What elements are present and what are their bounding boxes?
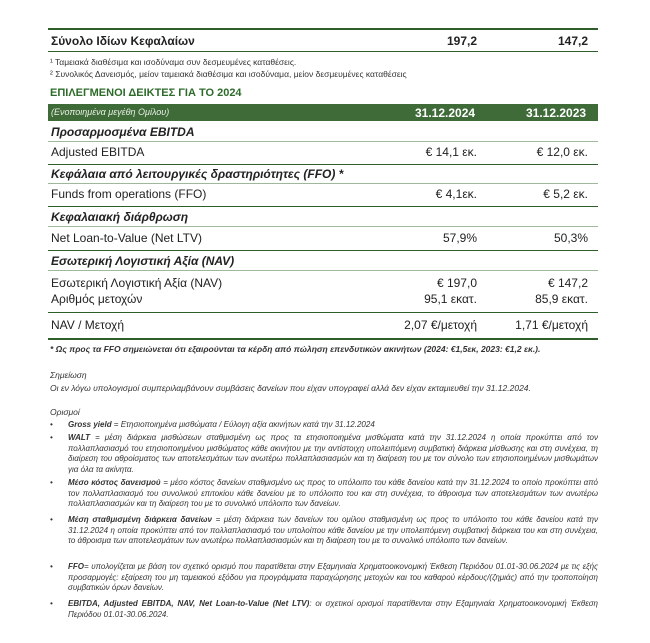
row-label: Adjusted EBITDA — [51, 145, 145, 159]
value-2024: 95,1 εκατ. — [424, 292, 477, 306]
value-2023: 50,3% — [553, 231, 588, 245]
row-adjusted-ebitda — [48, 145, 598, 161]
header-col-2023: 31.12.2023 — [526, 106, 587, 120]
definition-term: Μέση σταθμισμένη διάρκεια δανείων — [68, 515, 212, 524]
rule — [48, 270, 598, 271]
equity-row — [48, 34, 598, 50]
value-2023: 85,9 εκατ. — [535, 292, 588, 306]
row-label: Net Loan-to-Value (Net LTV) — [51, 231, 202, 245]
section-title-ebitda: Προσαρμοσμένα EBITDA — [51, 125, 195, 139]
table-header — [48, 104, 598, 121]
bullet-icon: • — [50, 433, 53, 442]
row-shares — [48, 292, 598, 308]
definition-term: EBITDA, Adjusted EBITDA, NAV, Net Loan-to-Value (Net LTV) — [68, 599, 310, 608]
value-2023: 1,71 €/μετοχή — [515, 318, 588, 332]
value-2024: € 4,1εκ. — [435, 187, 477, 201]
definitions-title: Ορισμοί — [50, 407, 80, 417]
bullet-icon: • — [50, 515, 53, 524]
definition-term: WALT — [68, 433, 91, 442]
definition-text: = Ετησιοποιημένα μισθώματα / Εύλογη αξία ακινήτων κατά την 31.12.2024 — [111, 420, 375, 429]
row-nav — [48, 276, 598, 292]
bullet-icon: • — [50, 478, 53, 487]
rule — [48, 226, 598, 227]
rule — [48, 183, 598, 184]
definition-text: = μέσο κόστος δανείων σταθμισμένο ως προς το υπόλοιπο του κάθε δανείου κατά την 31.12.2024 το οποίο προκύπτει από τον πολλαπλασιασμό του συνολικού επιτοκίου κάθε δανείου με το υπόλοιπο του και στη συνέχεια, το άθροισμα των αποτελεσμάτων των ανωτέρω πολλαπλασιασμών και τη διαίρεση του με το συνολικό υπόλοιπο των δανείων. — [68, 478, 598, 509]
indicators-title: ΕΠΙΛΕΓΜΕΝΟΙ ΔΕΙΚΤΕΣ ΓΙΑ ΤΟ 2024 — [50, 87, 242, 99]
section-title-ffo: Κεφάλαια από λειτουργικές δραστηριότητες (FFO) * — [51, 167, 344, 181]
definition-text: = μέση διάρκεια των δανείων του ομίλου σταθμισμένη ως προς το υπόλοιπο του κάθε δανείου κατά την 31.12.2024 η οποία προκύπτει από τον πολλαπλασιασμό του υπολοίπου κάθε δανείου με την υπολειπόμενη συμβατική διάρκεια του και στη συνέχεια, το άθροισμα των αποτελεσμάτων των ανωτέρω πολλαπλασιασμών και τη διαίρεση του με το συνολικό υπόλοιπο των δανείων. — [68, 515, 599, 546]
equity-rule — [48, 51, 598, 52]
equity-2024: 197,2 — [446, 34, 477, 48]
row-nav-per-share — [48, 318, 598, 334]
row-net-ltv — [48, 231, 598, 247]
row-ffo — [48, 187, 598, 203]
rule — [48, 250, 598, 251]
remark-text: Οι εν λόγω υπολογισμοί συμπεριλαμβάνουν συμβάσεις δανείων που είχαν υπογραφεί αλλά δεν είχαν εκταμιευθεί την 31.12.2024. — [50, 383, 531, 393]
header-note: (Ενοποιημένα μεγέθη Ομίλου) — [51, 107, 170, 117]
value-2024: 2,07 €/μετοχή — [404, 318, 477, 332]
rule — [48, 164, 598, 165]
definition-term: Μέσο κόστος δανεισμού — [68, 478, 161, 487]
row-label: Funds from operations (FFO) — [51, 187, 207, 201]
section-title-ltv: Κεφαλαιακή διάρθρωση — [51, 210, 189, 224]
footnote-1: ¹ Ταμειακά διαθέσιμα και ισοδύναμα συν δεσμευμένες καταθέσεις. — [50, 57, 297, 67]
bullet-icon: • — [50, 420, 53, 429]
bullet-icon: • — [50, 599, 53, 608]
row-label: NAV / Μετοχή — [51, 318, 125, 332]
ffo-note: * Ως προς τα FFO σημειώνεται ότι εξαιρούνται τα κέρδη από πώληση επενδυτικών ακινήτων (2024: €1,5εκ, 2023: €1,2 εκ.). — [50, 344, 541, 354]
row-label: Αριθμός μετοχών — [51, 292, 143, 306]
value-2023: € 12,0 εκ. — [536, 145, 588, 159]
value-2023: € 5,2 εκ. — [543, 187, 588, 201]
equity-2023: 147,2 — [557, 34, 588, 48]
definition-text: = μέση διάρκεια μισθώσεων σταθμισμένη ως προς τα ετησιοποιημένα μισθώματα κατά την 31.12.2024 η οποία προκύπτει από τον πολλαπλασιασμό του ετησιοποιημένου μισθώματος κάθε ακινήτου με την αντίστοιχη υπολειπόμενη συμβατική διάρκεια μίσθωσης και στη συνέχεια, τη διαίρεση του αθροίσματος των αποτελεσμάτων των ανωτέρω πολλαπλασιασμών και τη διαίρεση του με τον σύνολο των ετησιοποιημένων μισθωμάτων για όλα τα ακίνητα. — [68, 433, 598, 474]
value-2023: € 147,2 — [547, 276, 588, 290]
value-2024: € 197,0 — [436, 276, 477, 290]
rule — [48, 206, 598, 207]
row-label: Εσωτερική Λογιστική Αξία (NAV) — [51, 276, 223, 290]
bottom-rule — [48, 338, 598, 340]
definition-term: FFO — [68, 562, 84, 571]
remark-title: Σημείωση — [50, 370, 87, 380]
equity-label: Σύνολο Ιδίων Κεφαλαίων — [51, 34, 195, 48]
bullet-icon: • — [50, 562, 53, 571]
top-rule — [48, 28, 598, 30]
definition-term: Gross yield — [68, 420, 112, 429]
section-title-nav: Εσωτερική Λογιστική Αξία (NAV) — [51, 254, 235, 268]
rule — [48, 141, 598, 142]
value-2024: € 14,1 εκ. — [425, 145, 477, 159]
value-2024: 57,9% — [442, 231, 477, 245]
definition-text: : οι σχετικοί ορισμοί παρατίθενται στην Εξαμηνιαία Χρηματοοικονομική Έκθεση Περιόδου 01.01-30.06.2024. — [68, 599, 598, 619]
header-col-2024: 31.12.2024 — [415, 106, 476, 120]
footnote-2: ² Συνολικός Δανεισμός, μείον ταμειακά διαθέσιμα και ισοδύναμα, μείον δεσμευμένες καταθέσεις — [50, 69, 407, 79]
rule — [48, 312, 598, 313]
definition-text: = υπολογίζεται με βάση τον σχετικό ορισμό που παρατίθεται στην Εξαμηνιαία Χρηματοοικονομική Έκθεση Περιόδου 01.01-30.06.2024 με τις εξής προσαρμογές: εξαίρεση του μη ταμειακού εξόδου για προγράμματα παραχώρησης μετοχών και του καθαρού κέρδους/(ζημιάς) από την τροποποίηση συμβατικών όρων δανείων. — [68, 562, 598, 593]
